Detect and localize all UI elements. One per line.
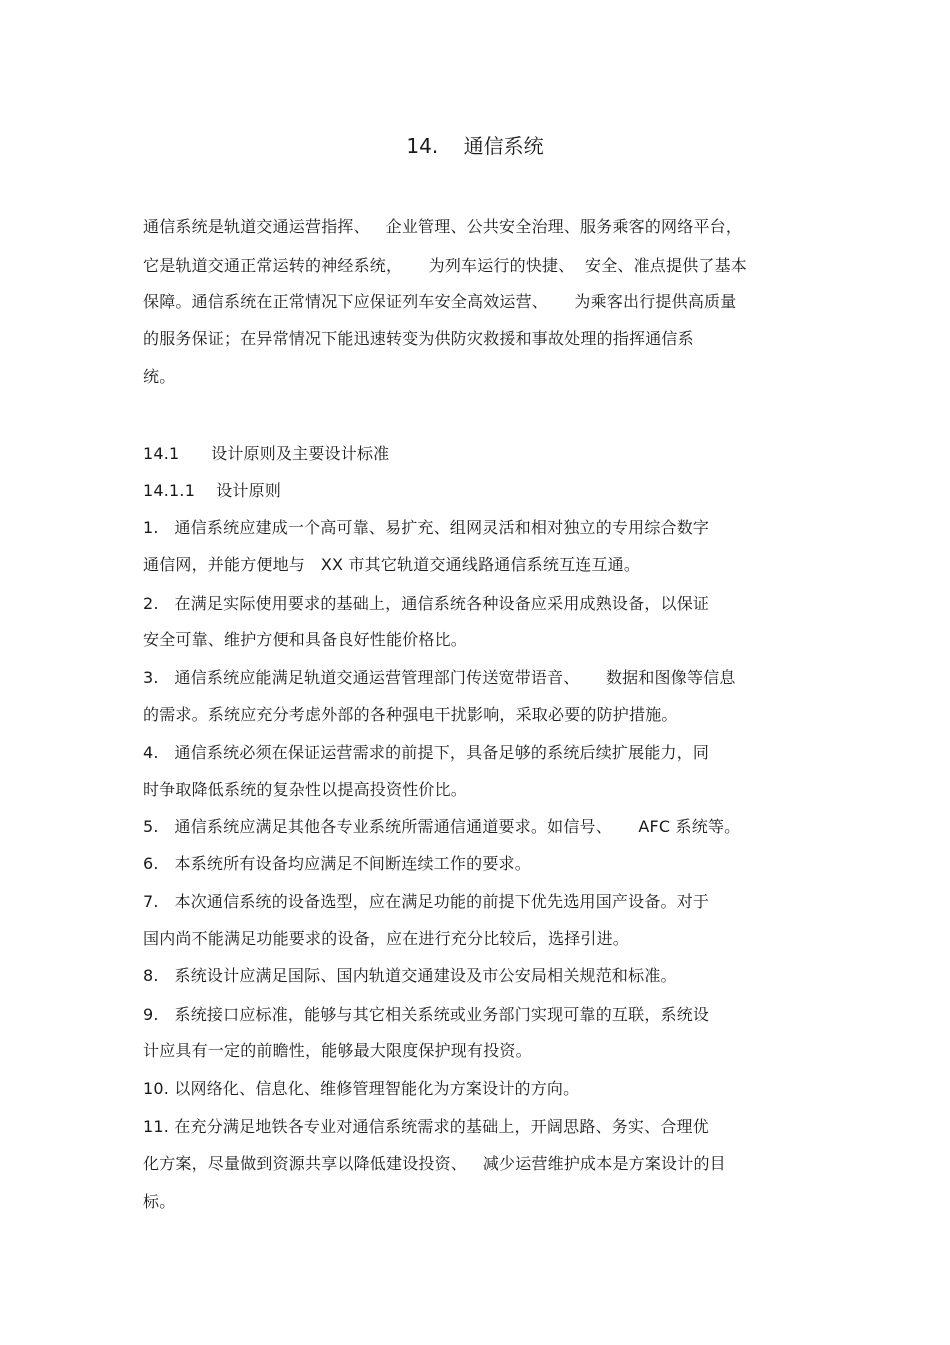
list-item-line: 通信网，并能方便地与 XX 市其它轨道交通线路通信系统互连互通。 xyxy=(143,555,641,574)
list-item-line: 10. 以网络化、信息化、维修管理智能化为方案设计的方向。 xyxy=(143,1079,580,1098)
list-item-line: 5. 通信系统应满足其他各专业系统所需通信通道要求。如信号、 AFC 系统等。 xyxy=(143,817,741,836)
list-item-line: 的需求。系统应充分考虑外部的各种强电干扰影响，采取必要的防护措施。 xyxy=(143,705,678,724)
intro-line: 保障。通信系统在正常情况下应保证列车安全高效运营、 为乘客出行提供高质量 xyxy=(143,292,737,311)
intro-line: 通信系统是轨道交通运营指挥、 企业管理、公共安全治理、服务乘客的网络平台， xyxy=(143,217,743,236)
list-item-line: 安全可靠、维护方便和具备良好性能价格比。 xyxy=(143,630,468,649)
list-item-line: 3. 通信系统应能满足轨道交通运营管理部门传送宽带语音、 数据和图像等信息 xyxy=(143,668,736,687)
list-item-line: 计应具有一定的前瞻性，能够最大限度保护现有投资。 xyxy=(143,1041,532,1060)
section-heading: 14.1 设计原则及主要设计标准 xyxy=(143,444,390,463)
list-item-line: 7. 本次通信系统的设备选型，应在满足功能的前提下优先选用国产设备。对于 xyxy=(143,892,710,911)
intro-line: 它是轨道交通正常运转的神经系统， 为列车运行的快捷、 安全、准点提供了基本 xyxy=(143,256,748,275)
intro-line: 统。 xyxy=(143,367,176,386)
list-item-line: 2. 在满足实际使用要求的基础上，通信系统各种设备应采用成熟设备，以保证 xyxy=(143,594,710,613)
subsection-heading: 14.1.1 设计原则 xyxy=(143,481,282,500)
list-item-line: 时争取降低系统的复杂性以提高投资性价比。 xyxy=(143,780,468,799)
intro-line: 的服务保证；在异常情况下能迅速转变为供防灾救援和事故处理的指挥通信系 xyxy=(143,329,694,348)
list-item-line: 1. 通信系统应建成一个高可靠、易扩充、组网灵活和相对独立的专用综合数字 xyxy=(143,518,710,537)
list-item-line: 6. 本系统所有设备均应满足不间断连续工作的要求。 xyxy=(143,854,531,873)
list-item-line: 国内尚不能满足功能要求的设备，应在进行充分比较后，选择引进。 xyxy=(143,929,630,948)
list-item-line: 11. 在充分满足地铁各专业对通信系统需求的基础上，开阔思路、务实、合理优 xyxy=(143,1117,709,1136)
list-item-line: 8. 系统设计应满足国际、国内轨道交通建设及市公安局相关规范和标准。 xyxy=(143,966,677,985)
page-title: 14. 通信系统 xyxy=(406,134,544,158)
list-item-line: 标。 xyxy=(143,1192,176,1211)
list-item-line: 化方案，尽量做到资源共享以降低建设投资、 减少运营维护成本是方案设计的目 xyxy=(143,1154,726,1173)
list-item-line: 4. 通信系统必须在保证运营需求的前提下，具备足够的系统后续扩展能力，同 xyxy=(143,743,710,762)
list-item-line: 9. 系统接口应标准，能够与其它相关系统或业务部门实现可靠的互联，系统设 xyxy=(143,1005,710,1024)
